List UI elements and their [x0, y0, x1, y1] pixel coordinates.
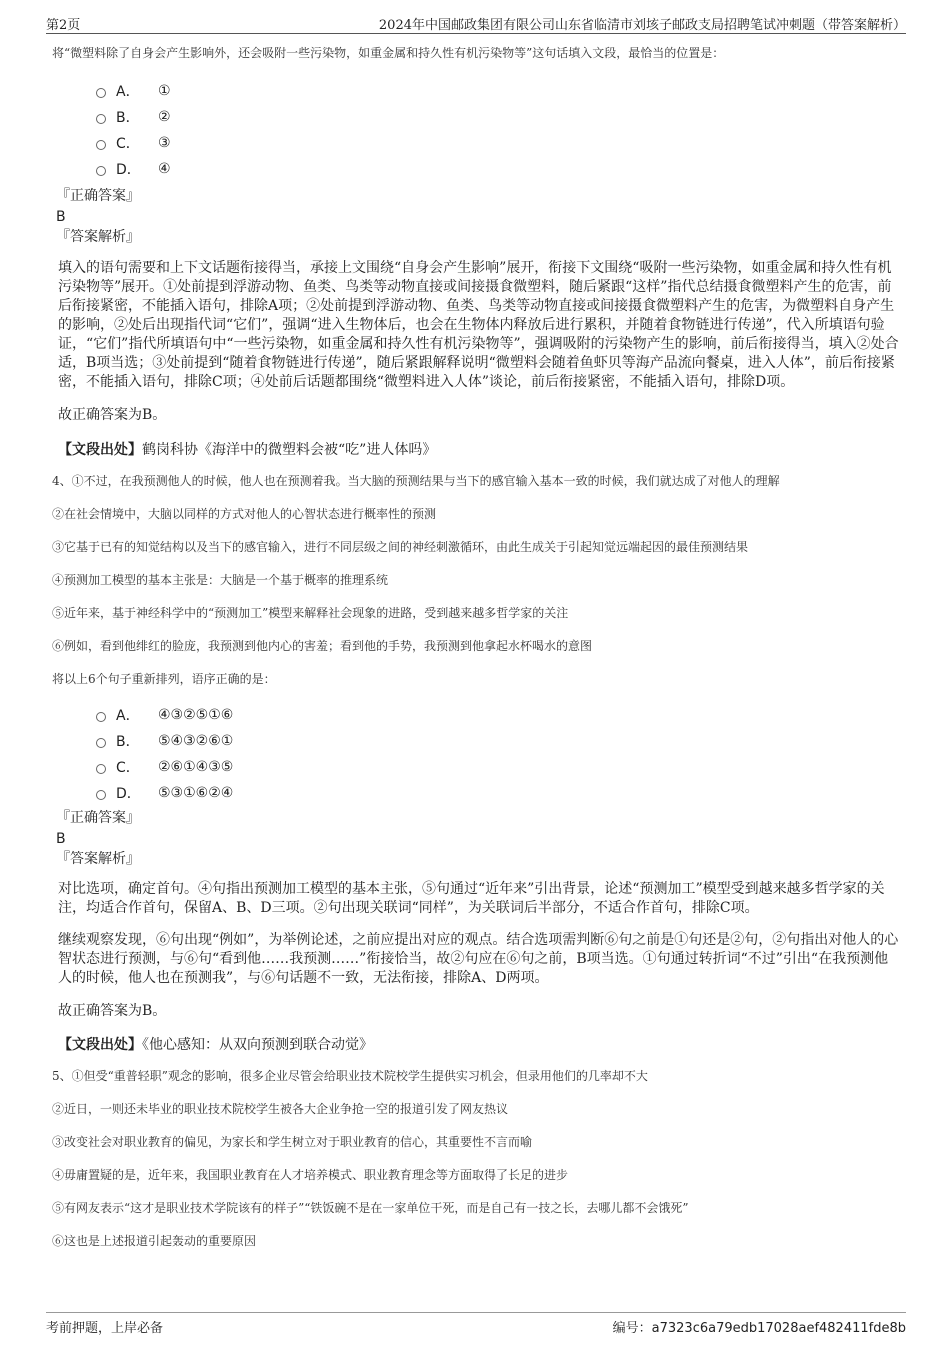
- q4-line: ⑥例如，看到他绯红的脸庞，我预测到他内心的害羞；看到他的手势，我预测到他拿起水杯喝水的意图: [52, 639, 593, 653]
- option-text: ②: [158, 109, 171, 125]
- q5-sentences: [52, 1067, 902, 1250]
- page-number: 第2页: [46, 18, 81, 33]
- page-footer: [46, 1312, 906, 1338]
- document-title: 2024年中国邮政集团有限公司山东省临清市刘垓子邮政支局招聘笔试冲刺题（带答案解析）: [378, 18, 906, 33]
- q4-analysis-label: 『答案解析』: [56, 851, 140, 867]
- option-text: ⑤④③②⑥①: [158, 733, 234, 749]
- option-letter: D．: [116, 162, 141, 178]
- q4-line: ⑤近年来，基于神经科学中的“预测加工”模型来解释社会现象的进路，受到越来越多哲学家的关注: [52, 606, 569, 620]
- q4-option-c[interactable]: [96, 754, 902, 780]
- option-text: ①: [158, 83, 171, 99]
- q5-line: ⑥这也是上述报道引起轰动的重要原因: [52, 1234, 257, 1248]
- option-letter: B．: [116, 110, 140, 126]
- q3-analysis-paragraph: 填入的语句需要和上下文话题衔接得当，承接上文围绕“自身会产生影响”展开，衔接下文围绕“吸附一些污染物，如重金属和持久性有机污染物等”展开。①处前提到浮游动物、鱼类、鸟类等动物直接或间接摄食微塑料，随后紧跟“这样”指代总结摄食微塑料产生的危害，前后衔接紧密，不能插入语句，排除A项；②处前提到浮游动物、鱼类、鸟类等动物直接或间接摄食微塑料产生的危害，为微塑料自身产生的影响，②处后出现指代词“它们”，强调“进入生物体后，也会在生物体内释放后进行累积，并随着食物链进行传递”，代入所填语句验证，“它们”指代所填语句中“一些污染物，如重金属和持久性有机污染物等”，强调吸附的污染物产生的影响，前后衔接得当，填入②处合适，B项当选；③处前提到“随着食物链进行传递”，随后紧跟解释说明“微塑料会随着鱼虾贝等海产品流向餐桌，进入人体”，前后衔接紧密，不能插入语句，排除C项；④处前后话题都围绕“微塑料进入人体”谈论，前后衔接紧密，不能插入语句，排除D项。: [58, 260, 899, 390]
- q3-answer-value: B: [56, 209, 66, 225]
- q4-answer-label: 『正确答案』: [56, 810, 140, 826]
- q3-answer-label: 『正确答案』: [56, 188, 140, 204]
- source-label: 【文段出处】: [58, 1037, 142, 1053]
- q4-options: [96, 702, 902, 806]
- q4-sentences: [52, 472, 902, 688]
- option-letter: A．: [116, 84, 140, 100]
- option-letter: B．: [116, 734, 140, 750]
- q4-answer-value: B: [56, 831, 66, 847]
- q4-analysis-paragraph: 对比选项，确定首句。④句指出预测加工模型的基本主张，⑤句通过“近年来”引出背景，论述“预测加工”模型受到越来越多哲学家的关注，均适合作首句，保留A、B、D三项。②句出现关联词“同样”，为关联词后半部分，不适合作首句，排除C项。: [58, 881, 885, 916]
- source-text: 《他心感知：从双向预测到联合动觉》: [142, 1037, 373, 1053]
- q5-line: 5、①但受“重普轻职”观念的影响，很多企业尽管会给职业技术院校学生提供实习机会，但录用他们的几率却不大: [52, 1069, 648, 1083]
- q3-source: [58, 440, 902, 460]
- page-header: [46, 10, 906, 34]
- q5-line: ③改变社会对职业教育的偏见，为家长和学生树立对于职业教育的信心，其重要性不言而喻: [52, 1135, 533, 1149]
- option-text: ③: [158, 135, 171, 151]
- radio-button[interactable]: [96, 114, 106, 124]
- radio-button[interactable]: [96, 764, 106, 774]
- q3-stem: 将“微塑料除了自身会产生影响外，还会吸附一些污染物，如重金属和持久性有机污染物等”这句话填入文段，最恰当的位置是：: [52, 46, 725, 60]
- option-text: ④: [158, 161, 171, 177]
- footer-code: [613, 1317, 906, 1336]
- source-text: 鹤岗科协《海洋中的微塑料会被“吃”进人体吗》: [142, 442, 437, 458]
- option-text: ②⑥①④③⑤: [158, 759, 234, 775]
- radio-button[interactable]: [96, 166, 106, 176]
- q5-line: ②近日，一则还未毕业的职业技术院校学生被各大企业争抢一空的报道引发了网友热议: [52, 1102, 509, 1116]
- radio-button[interactable]: [96, 140, 106, 150]
- radio-button[interactable]: [96, 738, 106, 748]
- option-letter: D．: [116, 786, 141, 802]
- source-label: 【文段出处】: [58, 442, 142, 458]
- q4-line: 4、①不过，在我预测他人的时候，他人也在预测着我。当大脑的预测结果与当下的感官输入基本一致的时候，我们就达成了对他人的理解: [52, 474, 780, 488]
- q4-line: ②在社会情境中，大脑以同样的方式对他人的心智状态进行概率性的预测: [52, 507, 437, 521]
- q4-option-a[interactable]: [96, 702, 902, 728]
- option-letter: C．: [116, 136, 140, 152]
- option-letter: A．: [116, 708, 140, 724]
- option-letter: C．: [116, 760, 140, 776]
- q3-conclusion: 故正确答案为B。: [58, 407, 167, 423]
- q3-analysis-label: 『答案解析』: [56, 229, 140, 245]
- radio-button[interactable]: [96, 790, 106, 800]
- radio-button[interactable]: [96, 712, 106, 722]
- q4-analysis-paragraph: 继续观察发现，⑥句出现“例如”，为举例论述，之前应提出对应的观点。结合选项需判断⑥句之前是①句还是②句，②句指出对他人的心智状态进行预测，与⑥句“看到他……我预测……”衔接恰当，故②句应在⑥句之前，B项当选。①句通过转折词“不过”引出“在我预测他人的时候，他人也在预测我”，与⑥句话题不一致，无法衔接，排除A、D两项。: [58, 932, 899, 986]
- footer-slogan: 考前押题，上岸必备: [46, 1321, 164, 1336]
- q4-option-b[interactable]: [96, 728, 902, 754]
- option-text: ④③②⑤①⑥: [158, 707, 234, 723]
- q3-option-b[interactable]: [96, 104, 902, 130]
- q4-line: ④预测加工模型的基本主张是：大脑是一个基于概率的推理系统: [52, 573, 389, 587]
- q3-option-a[interactable]: [96, 78, 902, 104]
- code-label: 编号：: [612, 1321, 652, 1336]
- q3-option-d[interactable]: [96, 156, 902, 182]
- q4-conclusion: 故正确答案为B。: [58, 1003, 167, 1019]
- code-value: a7323c6a79edb17028aef482411fde8b: [651, 1321, 906, 1336]
- page-content: [52, 44, 902, 1250]
- q5-line: ⑤有网友表示“这才是职业技术学院该有的样子”“铁饭碗不是在一家单位干死，而是自己有一技之长，去哪儿都不会饿死”: [52, 1201, 689, 1215]
- q4-source: [58, 1035, 902, 1055]
- q3-option-c[interactable]: [96, 130, 902, 156]
- q5-line: ④毋庸置疑的是，近年来，我国职业教育在人才培养模式、职业教育理念等方面取得了长足的进步: [52, 1168, 569, 1182]
- q3-options: [96, 78, 902, 182]
- q4-line: ③它基于已有的知觉结构以及当下的感官输入，进行不同层级之间的神经刺激循环，由此生成关于引起知觉远端起因的最佳预测结果: [52, 540, 749, 554]
- q4-stem: 将以上6个句子重新排列，语序正确的是：: [52, 672, 276, 686]
- radio-button[interactable]: [96, 88, 106, 98]
- q4-option-d[interactable]: [96, 780, 902, 806]
- option-text: ⑤③①⑥②④: [158, 785, 234, 801]
